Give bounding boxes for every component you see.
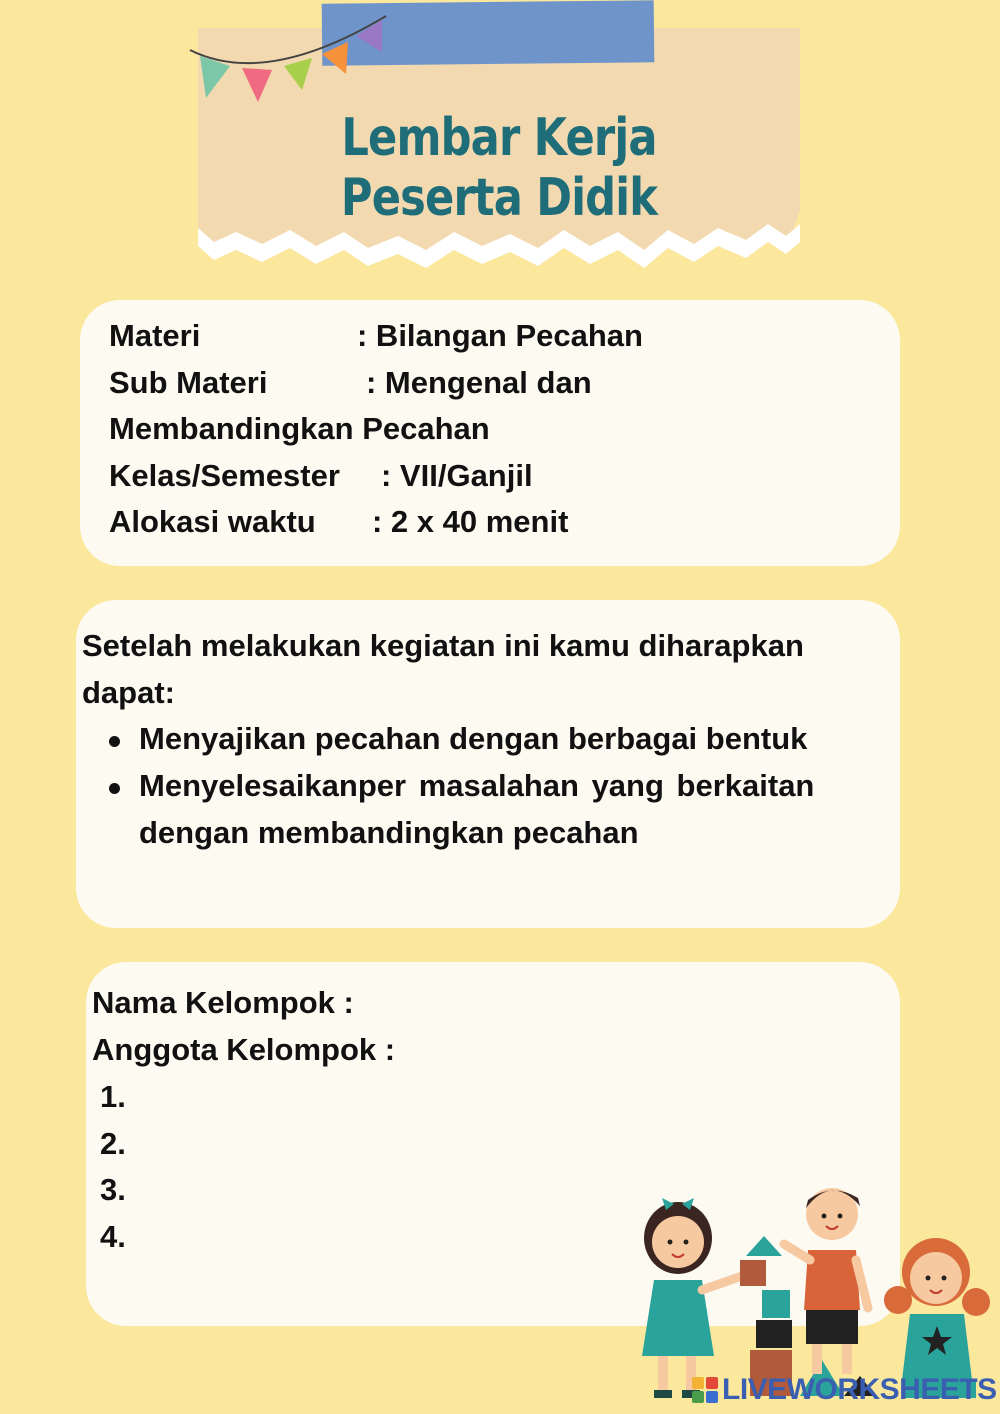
objective-item-continued: dengan membandingkan pecahan — [139, 815, 639, 850]
kelas-value: : VII/Ganjil — [381, 458, 533, 493]
materi-value: : Bilangan Pecahan — [357, 318, 643, 353]
member-number: 2. — [100, 1126, 126, 1161]
sub-materi-label: Sub Materi — [109, 365, 268, 400]
alokasi-label: Alokasi waktu — [109, 504, 316, 539]
kelas-label: Kelas/Semester — [109, 458, 340, 493]
alokasi-value: : 2 x 40 menit — [372, 504, 569, 539]
bunting-flags-icon — [186, 10, 396, 110]
objective-item: Menyelesaikanper masalahan yang berkaitan — [139, 768, 815, 803]
page-title: Lembar Kerja Peserta Didik — [340, 108, 658, 228]
objectives-intro-continued: dapat: — [82, 675, 175, 710]
group-name-label: Nama Kelompok : — [92, 985, 354, 1020]
bullet-icon — [109, 736, 120, 747]
objective-item: Menyajikan pecahan dengan berbagai bentuk — [139, 721, 808, 756]
member-number: 3. — [100, 1172, 126, 1207]
materi-label: Materi — [109, 318, 201, 353]
sub-materi-value: : Mengenal dan — [366, 365, 592, 400]
member-number: 1. — [100, 1079, 126, 1114]
liveworksheets-watermark — [692, 1374, 997, 1406]
sub-materi-continuation: Membandingkan Pecahan — [109, 411, 490, 446]
liveworksheets-logo-icon — [692, 1377, 718, 1403]
objectives-intro: Setelah melakukan kegiatan ini kamu diharapkan — [82, 628, 804, 663]
group-members-label: Anggota Kelompok : — [92, 1032, 396, 1067]
member-number: 4. — [100, 1219, 126, 1254]
watermark-text: LIVEWORKSHEETS — [722, 1373, 997, 1406]
bullet-icon — [109, 783, 120, 794]
